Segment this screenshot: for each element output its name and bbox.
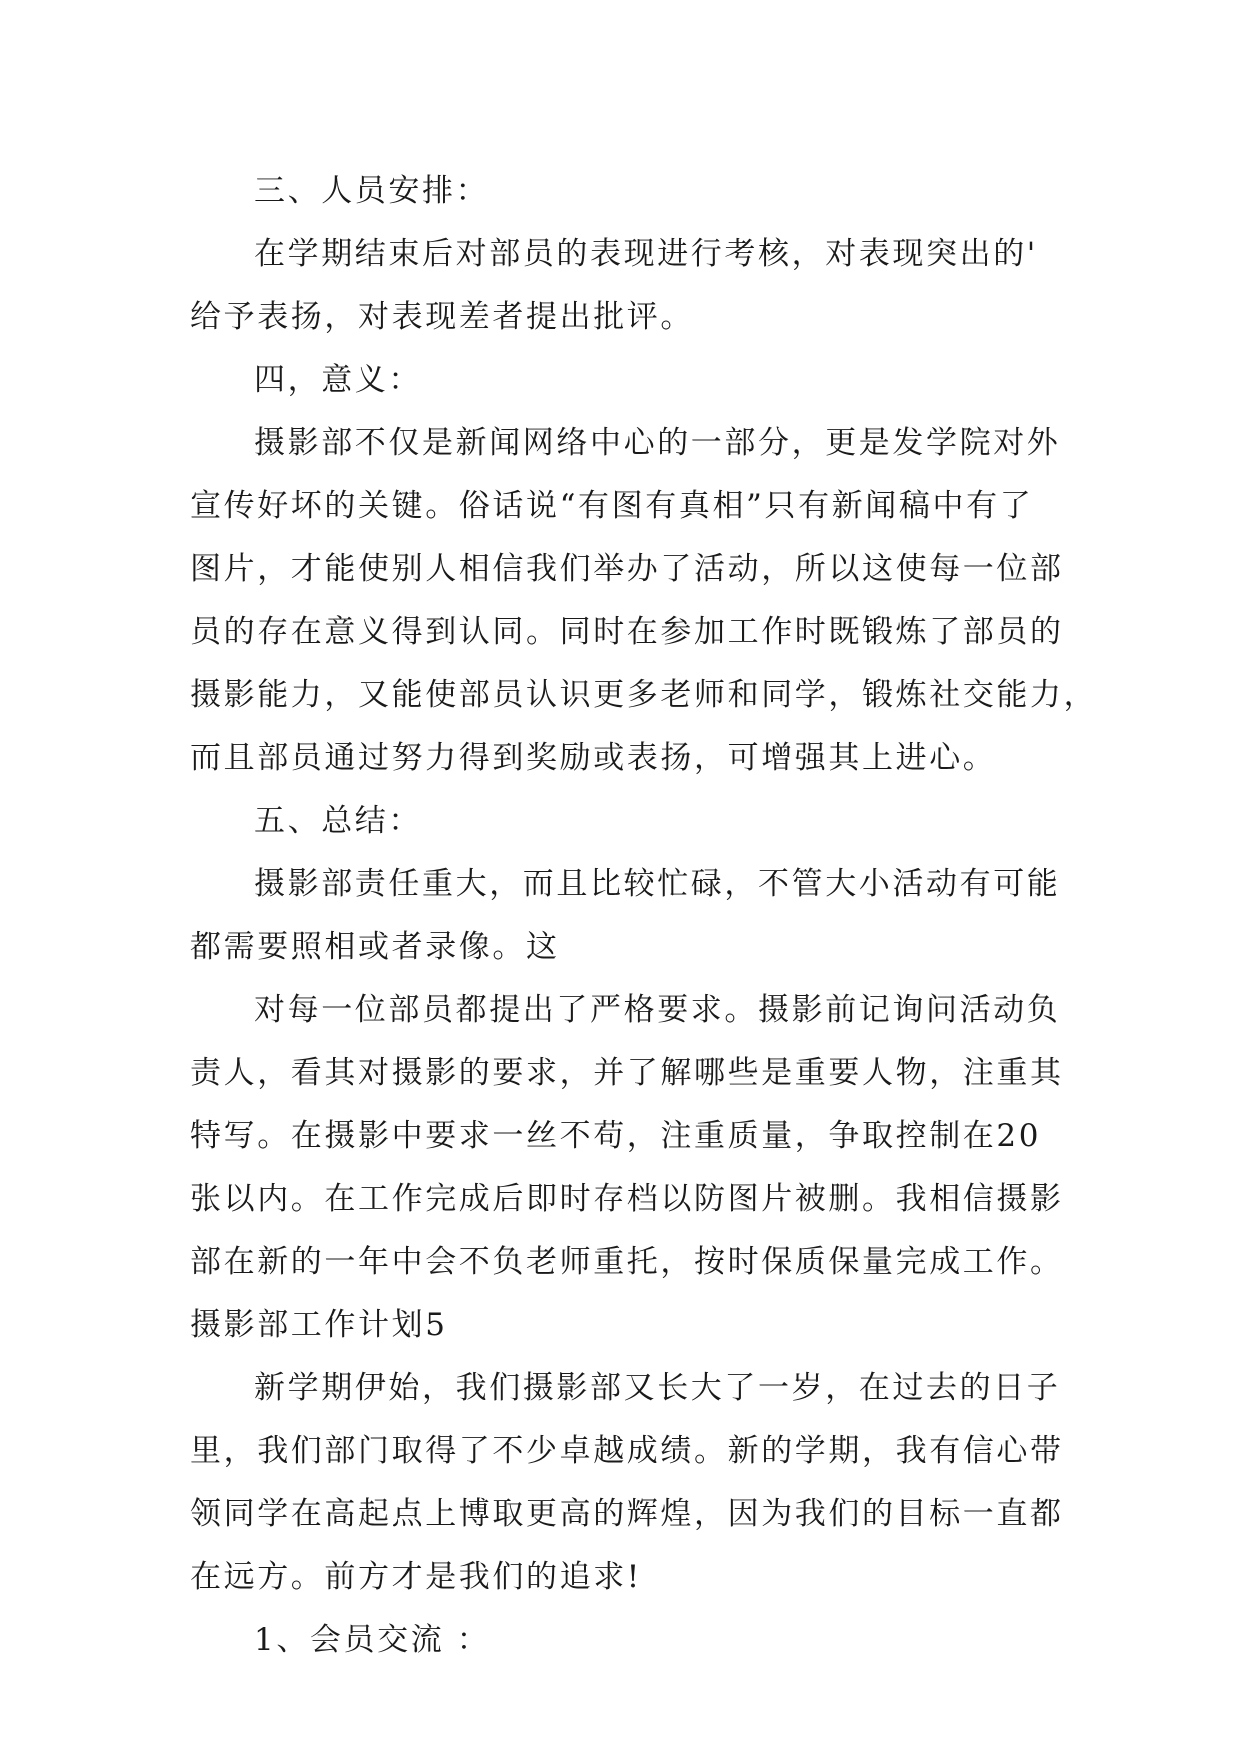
paragraph-line: 摄影能力，又能使部员认识更多老师和同学，锻炼社交能力， [190, 677, 1098, 713]
document-body [190, 160, 1098, 1672]
paragraph-line: 部在新的一年中会不负老师重托，按时保质保量完成工作。 [190, 1244, 1064, 1280]
paragraph-line: 新学期伊始，我们摄影部又长大了一岁，在过去的日子 [254, 1370, 1061, 1406]
paragraph-line: 宣传好坏的关键。俗话说“有图有真相”只有新闻稿中有了 [190, 488, 1034, 524]
paragraph-line: 特写。在摄影中要求一丝不苟，注重质量，争取控制在20 [190, 1118, 1042, 1154]
paragraph-line: 给予表扬，对表现差者提出批评。 [190, 299, 694, 335]
paragraph-line: 都需要照相或者录像。这 [190, 929, 560, 965]
paragraph-line: 摄影部不仅是新闻网络中心的一部分，更是发学院对外 [254, 425, 1061, 461]
section-heading-summary: 五、总结： [254, 803, 422, 839]
list-item-member-exchange: 1、会员交流 ： [254, 1622, 491, 1658]
paragraph-line: 员的存在意义得到认同。同时在参加工作时既锻炼了部员的 [190, 614, 1064, 650]
paragraph-line: 图片，才能使别人相信我们举办了活动，所以这使每一位部 [190, 551, 1064, 587]
paragraph-line: 在远方。前方才是我们的追求! [190, 1559, 642, 1595]
plan-title: 摄影部工作计划5 [190, 1307, 448, 1343]
paragraph-line: 对每一位部员都提出了严格要求。摄影前记询问活动负 [254, 992, 1061, 1028]
paragraph-line: 张以内。在工作完成后即时存档以防图片被删。我相信摄影 [190, 1181, 1064, 1217]
paragraph-line: 领同学在高起点上博取更高的辉煌，因为我们的目标一直都 [190, 1496, 1064, 1532]
paragraph-line: 里，我们部门取得了不少卓越成绩。新的学期，我有信心带 [190, 1433, 1064, 1469]
section-heading-significance: 四，意义： [254, 362, 422, 398]
paragraph-line: 摄影部责任重大，而且比较忙碌，不管大小活动有可能 [254, 866, 1061, 902]
paragraph-line: 责人，看其对摄影的要求，并了解哪些是重要人物，注重其 [190, 1055, 1064, 1091]
paragraph-line: 在学期结束后对部员的表现进行考核，对表现突出的' [254, 236, 1038, 272]
section-heading-staffing: 三、人员安排： [254, 173, 490, 209]
paragraph-line: 而且部员通过努力得到奖励或表扬，可增强其上进心。 [190, 740, 997, 776]
